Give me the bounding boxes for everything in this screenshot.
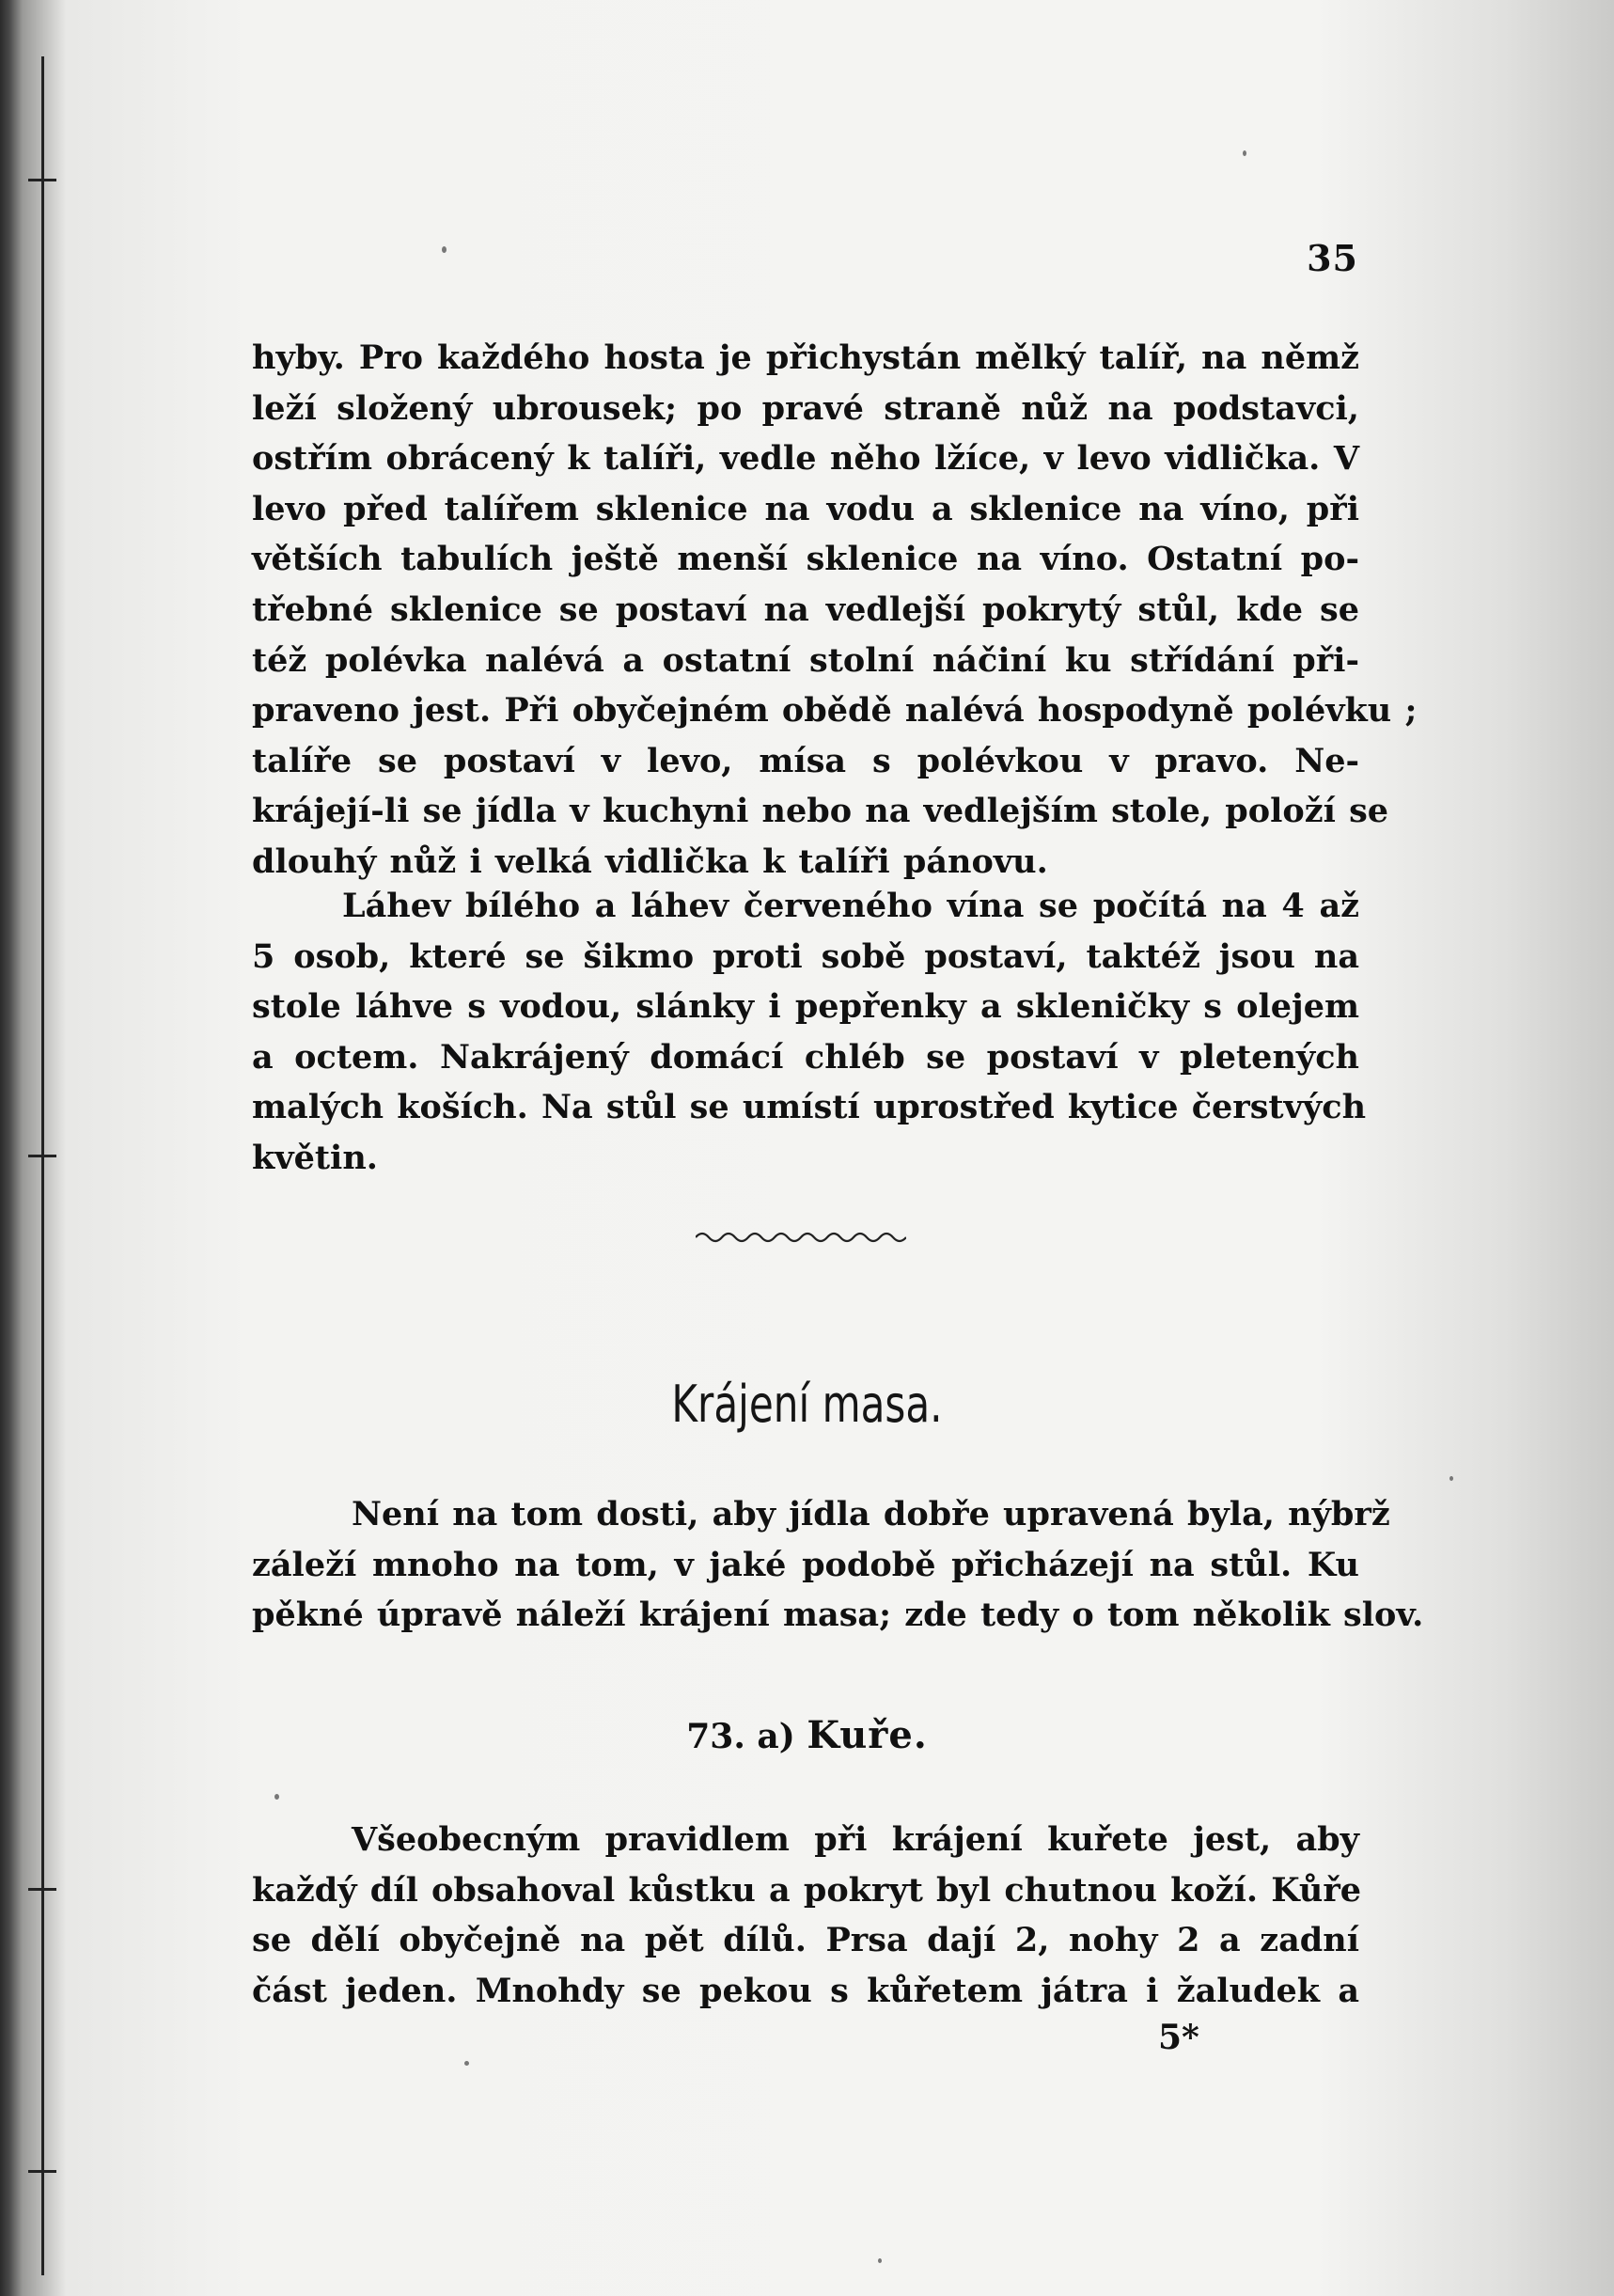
paper-speck	[442, 246, 447, 253]
text-line: hyby. Pro každého hosta je přichystán mělký talíř, na němž	[252, 338, 1359, 377]
section-title: Krájení masa.	[671, 1375, 943, 1434]
recipe-number: 73. a)	[686, 1717, 795, 1756]
paragraph-4	[252, 1815, 1362, 2016]
gutter-line	[41, 56, 44, 2275]
text-line: stole láhve s vodou, slánky i pepřenky a skleničky s olejem	[252, 987, 1359, 1027]
paper-speck	[1243, 150, 1246, 156]
signature-mark: 5*	[1158, 2018, 1199, 2057]
gutter-tick	[28, 179, 56, 181]
recipe-name: Kuře.	[807, 1713, 928, 1757]
text-line: ostřím obrácený k talíři, vedle něho lžíce, v levo vidlička. V	[252, 439, 1359, 479]
text-line: třebné sklenice se postaví na vedlejší pokrytý stůl, kde se	[252, 590, 1359, 629]
text-line: krájejí-li se jídla v kuchyni nebo na vedlejším stole, položí se	[252, 792, 1389, 831]
text-line: Není na tom dosti, aby jídla dobře upravená byla, nýbrž	[352, 1495, 1390, 1533]
paragraph-2	[252, 881, 1367, 1184]
page-number: 35	[1307, 237, 1358, 279]
paper-speck	[464, 2061, 469, 2066]
wave-divider-ornament	[696, 1226, 906, 1245]
paragraph-1	[252, 333, 1418, 888]
recipe-heading	[0, 1713, 1614, 1757]
text-line: a octem. Nakrájený domácí chléb se postaví v pletených	[252, 1037, 1359, 1077]
binding-gutter	[0, 0, 66, 2296]
text-line: pěkné úpravě náleží krájení masa; zde tedy o tom několik slov.	[252, 1596, 1424, 1635]
text-line: dlouhý nůž i velká vidlička k talíři pánovu.	[252, 841, 1048, 881]
text-line: 5 osob, které se šikmo proti sobě postaví, taktéž jsou na	[252, 936, 1359, 976]
text-line: každý díl obsahoval kůstku a pokryt byl chutnou koží. Kůře	[252, 1870, 1362, 1910]
text-line: levo před talířem sklenice na vodu a sklenice na víno, při	[252, 489, 1359, 528]
gutter-tick	[28, 1888, 56, 1891]
text-line: malých koších. Na stůl se umístí uprostřed kytice čerstvých	[252, 1088, 1367, 1127]
text-line: Všeobecným pravidlem při krájení kuřete jest, aby	[352, 1820, 1359, 1859]
text-line: větších tabulích ještě menší sklenice na víno. Ostatní po-	[252, 540, 1359, 579]
text-line: praveno jest. Při obyčejném obědě nalévá hospodyně polévku ;	[252, 691, 1418, 731]
paragraph-3	[252, 1489, 1424, 1641]
text-line: květin.	[252, 1138, 378, 1177]
text-line: leží složený ubrousek; po pravé straně nůž na podstavci,	[252, 388, 1359, 428]
gutter-tick	[28, 1155, 56, 1157]
paper-speck	[274, 1794, 279, 1800]
text-line: též polévka nalévá a ostatní stolní náčiní ku střídání při-	[252, 640, 1359, 680]
gutter-tick	[28, 2170, 56, 2173]
text-line: záleží mnoho na tom, v jaké podobě přicházejí na stůl. Ku	[252, 1545, 1359, 1584]
text-line: část jeden. Mnohdy se pekou s kůřetem játra i žaludek a	[252, 1971, 1359, 2010]
text-line: talíře se postaví v levo, mísa s polévkou v pravo. Ne-	[252, 741, 1359, 780]
text-line: Láhev bílého a láhev červeného vína se počítá na 4 až	[342, 887, 1359, 925]
paper-speck	[878, 2258, 882, 2263]
text-line: se dělí obyčejně na pět dílů. Prsa dají 2, nohy 2 a zadní	[252, 1921, 1359, 1960]
paper-speck	[1449, 1476, 1453, 1481]
